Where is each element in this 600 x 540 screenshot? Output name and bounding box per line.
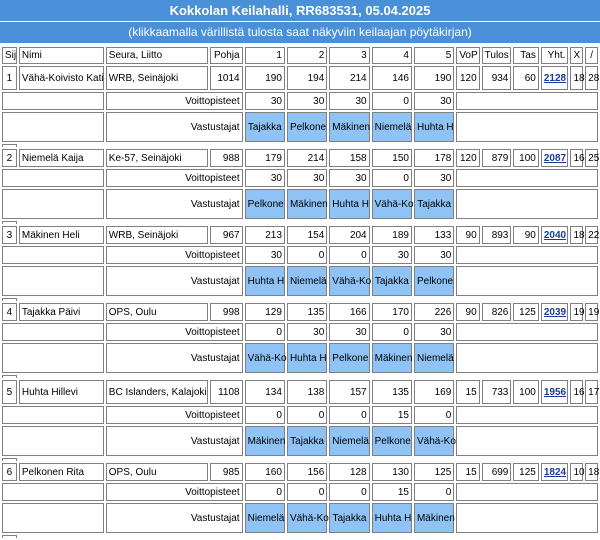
points-label: Voittopisteet <box>106 483 243 501</box>
separator-cell <box>2 144 17 147</box>
x-cell: 16 <box>570 380 583 404</box>
rank-cell: 2 <box>2 149 17 167</box>
hcp-cell: 125 <box>513 303 538 321</box>
slash-cell: 19 <box>585 303 598 321</box>
club-name: OPS, Oulu <box>106 303 208 321</box>
game-score: 169 <box>414 380 454 404</box>
opponent-cell[interactable]: Vähä-Ko <box>287 503 327 533</box>
x-cell: 16 <box>570 149 583 167</box>
hcp-cell: 100 <box>513 380 538 404</box>
game-score: 150 <box>372 149 412 167</box>
game-score: 138 <box>287 380 327 404</box>
points-cell: 30 <box>414 246 454 264</box>
points-cell: 30 <box>414 169 454 187</box>
points-label: Voittopisteet <box>106 169 243 187</box>
slash-cell: 25 <box>585 149 598 167</box>
points-cell: 0 <box>329 406 369 424</box>
x-cell: 19 <box>570 303 583 321</box>
empty-cell <box>456 426 598 456</box>
total-cell <box>541 380 569 404</box>
column-header: X <box>570 47 583 64</box>
points-cell: 0 <box>372 169 412 187</box>
opponent-cell[interactable]: Pelkone <box>287 112 327 142</box>
empty-cell <box>456 503 598 533</box>
opponents-label: Vastustajat <box>106 189 243 219</box>
opponent-cell[interactable]: Mäkinen <box>329 112 369 142</box>
separator-cell <box>2 458 17 461</box>
vop-cell: 120 <box>456 149 479 167</box>
points-row <box>2 483 598 501</box>
game-score: 160 <box>245 463 285 481</box>
page-subtitle: (klikkaamalla värillistä tulosta saat näkyviin keilaajan pöytäkirjan) <box>0 22 600 45</box>
points-cell: 0 <box>329 483 369 501</box>
opponent-cell[interactable]: Pelkone <box>245 189 285 219</box>
blank-cell <box>2 406 104 424</box>
game-score: 154 <box>287 226 327 244</box>
points-cell: 0 <box>287 246 327 264</box>
row-separator <box>2 458 598 461</box>
column-header: Tas <box>513 47 538 64</box>
row-separator <box>2 375 598 378</box>
player-row <box>2 303 598 321</box>
x-cell: 10 <box>570 463 583 481</box>
result-cell: 879 <box>482 149 512 167</box>
game-score: 135 <box>287 303 327 321</box>
separator-cell <box>2 375 17 378</box>
blank-cell <box>2 343 104 373</box>
rank-cell: 6 <box>2 463 17 481</box>
row-separator <box>2 535 598 538</box>
opponents-label: Vastustajat <box>106 426 243 456</box>
opponent-cell[interactable]: Niemelä <box>372 112 412 142</box>
club-name: OPS, Oulu <box>106 463 208 481</box>
points-label: Voittopisteet <box>106 406 243 424</box>
column-header: Pohja <box>210 47 243 64</box>
game-score: 189 <box>372 226 412 244</box>
opponent-cell[interactable]: Niemelä <box>287 266 327 296</box>
empty-cell <box>456 169 598 187</box>
game-score: 133 <box>414 226 454 244</box>
blank-cell <box>2 266 104 296</box>
empty-cell <box>456 323 598 341</box>
slash-cell: 18 <box>585 463 598 481</box>
points-cell: 30 <box>287 323 327 341</box>
separator-cell <box>2 535 17 538</box>
points-cell: 30 <box>372 246 412 264</box>
player-name: Pelkonen Rita <box>19 463 104 481</box>
column-header: VoP <box>456 47 479 64</box>
blank-cell <box>2 189 104 219</box>
separator-fill <box>19 144 598 147</box>
hcp-cell: 60 <box>513 66 538 90</box>
player-name: Vähä-Koivisto Kati <box>19 66 104 90</box>
points-label: Voittopisteet <box>106 323 243 341</box>
club-name: Ke-57, Seinäjoki <box>106 149 208 167</box>
game-score: 213 <box>245 226 285 244</box>
points-cell: 30 <box>329 323 369 341</box>
total-link[interactable]: 2040 <box>543 229 567 241</box>
result-cell: 733 <box>482 380 512 404</box>
points-row <box>2 406 598 424</box>
column-header: / <box>585 47 598 64</box>
player-row <box>2 66 598 90</box>
opponent-cell[interactable]: Niemelä <box>245 503 285 533</box>
column-header: Nimi <box>19 47 104 64</box>
opponent-cell[interactable]: Tajakka <box>287 426 327 456</box>
club-name: BC Islanders, Kalajoki <box>106 380 208 404</box>
game-score: 128 <box>329 463 369 481</box>
total-cell <box>541 303 569 321</box>
empty-cell <box>456 406 598 424</box>
points-label: Voittopisteet <box>106 92 243 110</box>
points-cell: 0 <box>329 246 369 264</box>
vop-cell: 15 <box>456 463 479 481</box>
game-score: 125 <box>414 463 454 481</box>
game-score: 214 <box>329 66 369 90</box>
points-cell: 30 <box>245 169 285 187</box>
empty-cell <box>456 266 598 296</box>
points-cell: 0 <box>414 406 454 424</box>
opponent-cell[interactable]: Huhta H <box>414 112 454 142</box>
column-header: 5 <box>414 47 454 64</box>
points-row <box>2 92 598 110</box>
points-row <box>2 169 598 187</box>
game-score: 134 <box>245 380 285 404</box>
base-score: 998 <box>210 303 243 321</box>
opponent-cell[interactable]: Niemelä <box>414 343 454 373</box>
separator-fill <box>19 298 598 301</box>
opponent-cell[interactable]: Pelkone <box>372 426 412 456</box>
x-cell: 18 <box>570 226 583 244</box>
column-header: 3 <box>329 47 369 64</box>
club-name: WRB, Seinäjoki <box>106 226 208 244</box>
blank-cell <box>2 503 104 533</box>
game-score: 129 <box>245 303 285 321</box>
game-score: 130 <box>372 463 412 481</box>
points-cell: 0 <box>245 483 285 501</box>
blank-cell <box>2 323 104 341</box>
points-cell: 30 <box>329 92 369 110</box>
points-cell: 0 <box>372 323 412 341</box>
points-cell: 15 <box>372 483 412 501</box>
blank-cell <box>2 246 104 264</box>
header-row <box>2 47 598 64</box>
vop-cell: 120 <box>456 66 479 90</box>
game-score: 204 <box>329 226 369 244</box>
points-cell: 30 <box>245 92 285 110</box>
column-header: Yht. <box>541 47 569 64</box>
vop-cell: 90 <box>456 303 479 321</box>
opponent-cell[interactable]: Tajakka <box>414 189 454 219</box>
points-cell: 30 <box>287 92 327 110</box>
opponent-cell[interactable]: Niemelä <box>329 426 369 456</box>
opponent-cell[interactable]: Vähä-Ko <box>414 426 454 456</box>
opponents-label: Vastustajat <box>106 112 243 142</box>
opponent-cell[interactable]: Pelkone <box>414 266 454 296</box>
game-score: 190 <box>245 66 285 90</box>
hcp-cell: 100 <box>513 149 538 167</box>
opponents-label: Vastustajat <box>106 503 243 533</box>
separator-fill <box>19 458 598 461</box>
separator-fill <box>19 535 598 538</box>
points-cell: 30 <box>329 169 369 187</box>
column-header: Seura, Liitto <box>106 47 208 64</box>
total-link[interactable]: 1824 <box>543 466 567 478</box>
game-score: 156 <box>287 463 327 481</box>
page-title: Kokkolan Keilahalli, RR683531, 05.04.2025 <box>0 0 600 22</box>
points-cell: 15 <box>372 406 412 424</box>
column-header: 2 <box>287 47 327 64</box>
empty-cell <box>456 343 598 373</box>
total-cell <box>541 226 569 244</box>
total-link[interactable]: 2128 <box>543 72 567 84</box>
base-score: 1014 <box>210 66 243 90</box>
base-score: 985 <box>210 463 243 481</box>
player-name: Tajakka Päivi <box>19 303 104 321</box>
opponents-row <box>2 189 598 219</box>
separator-cell <box>2 221 17 224</box>
opponent-cell[interactable]: Tajakka <box>372 266 412 296</box>
blank-cell <box>2 92 104 110</box>
points-cell: 0 <box>287 406 327 424</box>
game-score: 178 <box>414 149 454 167</box>
opponent-cell[interactable]: Huhta H <box>372 503 412 533</box>
empty-cell <box>456 189 598 219</box>
opponent-cell[interactable]: Huhta H <box>245 266 285 296</box>
points-row <box>2 246 598 264</box>
opponent-cell[interactable]: Mäkinen <box>414 503 454 533</box>
points-cell: 0 <box>287 483 327 501</box>
blank-cell <box>2 112 104 142</box>
empty-cell <box>456 246 598 264</box>
blank-cell <box>2 169 104 187</box>
opponent-cell[interactable]: Huhta H <box>329 189 369 219</box>
opponent-cell[interactable]: Tajakka <box>245 112 285 142</box>
total-link[interactable]: 2039 <box>543 306 567 318</box>
rank-cell: 4 <box>2 303 17 321</box>
opponent-cell[interactable]: Mäkinen <box>245 426 285 456</box>
points-cell: 0 <box>414 483 454 501</box>
total-link[interactable]: 2087 <box>543 152 567 164</box>
player-name: Mäkinen Heli <box>19 226 104 244</box>
result-cell: 699 <box>482 463 512 481</box>
row-separator <box>2 144 598 147</box>
player-name: Huhta Hillevi <box>19 380 104 404</box>
base-score: 967 <box>210 226 243 244</box>
opponents-label: Vastustajat <box>106 343 243 373</box>
column-header: 1 <box>245 47 285 64</box>
x-cell: 18 <box>570 66 583 90</box>
opponents-row <box>2 426 598 456</box>
result-cell: 826 <box>482 303 512 321</box>
player-name: Niemelä Kaija <box>19 149 104 167</box>
club-name: WRB, Seinäjoki <box>106 66 208 90</box>
game-score: 146 <box>372 66 412 90</box>
slash-cell: 22 <box>585 226 598 244</box>
game-score: 170 <box>372 303 412 321</box>
hcp-cell: 125 <box>513 463 538 481</box>
total-cell <box>541 149 569 167</box>
opponent-cell[interactable]: Vähä-Ko <box>329 266 369 296</box>
total-cell <box>541 66 569 90</box>
game-score: 214 <box>287 149 327 167</box>
total-link[interactable]: 1956 <box>543 386 567 398</box>
game-score: 194 <box>287 66 327 90</box>
slash-cell: 17 <box>585 380 598 404</box>
player-row <box>2 226 598 244</box>
points-cell: 30 <box>287 169 327 187</box>
slash-cell: 28 <box>585 66 598 90</box>
player-row <box>2 380 598 404</box>
points-label: Voittopisteet <box>106 246 243 264</box>
game-score: 158 <box>329 149 369 167</box>
game-score: 157 <box>329 380 369 404</box>
opponent-cell[interactable]: Pelkone <box>329 343 369 373</box>
game-score: 179 <box>245 149 285 167</box>
game-score: 226 <box>414 303 454 321</box>
base-score: 988 <box>210 149 243 167</box>
opponent-cell[interactable]: Vähä-Ko <box>372 189 412 219</box>
column-header: 4 <box>372 47 412 64</box>
results-table <box>0 45 600 540</box>
points-cell: 30 <box>414 323 454 341</box>
points-row <box>2 323 598 341</box>
total-cell <box>541 463 569 481</box>
opponents-row <box>2 343 598 373</box>
player-row <box>2 463 598 481</box>
opponent-cell[interactable]: Huhta H <box>287 343 327 373</box>
opponent-cell[interactable]: Mäkinen <box>372 343 412 373</box>
result-cell: 893 <box>482 226 512 244</box>
game-score: 190 <box>414 66 454 90</box>
empty-cell <box>456 483 598 501</box>
row-separator <box>2 221 598 224</box>
blank-cell <box>2 483 104 501</box>
separator-fill <box>19 221 598 224</box>
vop-cell: 90 <box>456 226 479 244</box>
separator-cell <box>2 298 17 301</box>
base-score: 1108 <box>210 380 243 404</box>
points-cell: 30 <box>414 92 454 110</box>
empty-cell <box>456 112 598 142</box>
vop-cell: 15 <box>456 380 479 404</box>
player-row <box>2 149 598 167</box>
opponent-cell[interactable]: Vähä-Ko <box>245 343 285 373</box>
points-cell: 0 <box>245 323 285 341</box>
row-separator <box>2 298 598 301</box>
empty-cell <box>456 92 598 110</box>
opponent-cell[interactable]: Mäkinen <box>287 189 327 219</box>
opponents-row <box>2 112 598 142</box>
opponents-row <box>2 266 598 296</box>
opponents-row <box>2 503 598 533</box>
opponents-label: Vastustajat <box>106 266 243 296</box>
points-cell: 30 <box>245 246 285 264</box>
rank-cell: 5 <box>2 380 17 404</box>
result-cell: 934 <box>482 66 512 90</box>
blank-cell <box>2 426 104 456</box>
separator-fill <box>19 375 598 378</box>
column-header: Tulos <box>482 47 512 64</box>
game-score: 135 <box>372 380 412 404</box>
opponent-cell[interactable]: Tajakka <box>329 503 369 533</box>
rank-cell: 1 <box>2 66 17 90</box>
points-cell: 0 <box>372 92 412 110</box>
points-cell: 0 <box>245 406 285 424</box>
rank-cell: 3 <box>2 226 17 244</box>
game-score: 166 <box>329 303 369 321</box>
hcp-cell: 90 <box>513 226 538 244</box>
column-header: Sij <box>2 47 17 64</box>
